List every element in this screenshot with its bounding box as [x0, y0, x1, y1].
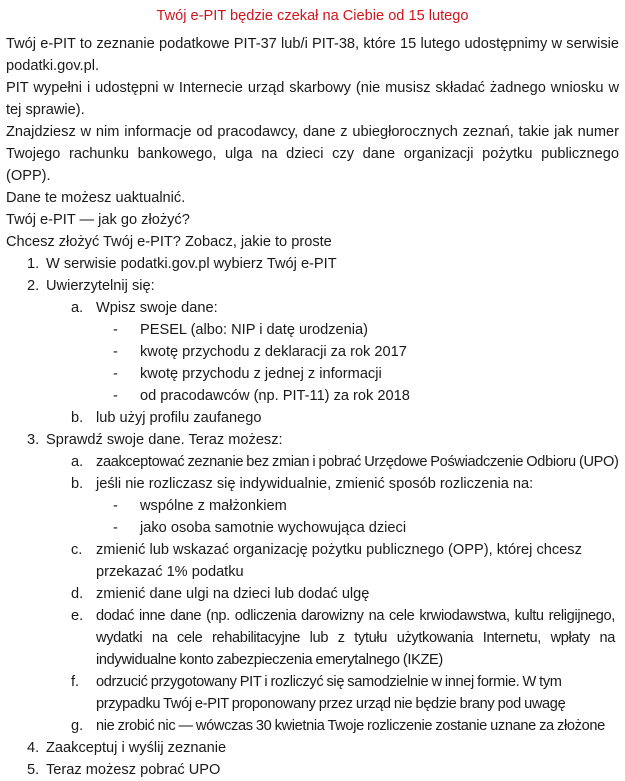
substep-text: zmienić lub wskazać organizację pożytku publicznego (OPP), której chcesz przekazać 1% podatku — [96, 542, 582, 580]
substep-letter: a. — [71, 454, 84, 470]
substep-text: jeśli nie rozliczasz się indywidualnie, zmienić sposób rozliczenia na: — [96, 476, 534, 492]
substep-item — [68, 473, 619, 539]
substep-letter: f. — [71, 674, 80, 690]
substeps-list — [46, 451, 619, 737]
bullet-item — [110, 517, 619, 539]
substep-item — [68, 297, 619, 407]
substep-item — [68, 715, 619, 737]
substep-item — [68, 583, 619, 605]
step-item — [6, 737, 619, 759]
bullet-item — [110, 363, 619, 385]
step-text: Zaakceptuj i wyślij zeznanie — [46, 740, 227, 756]
substep-letter: a. — [71, 300, 84, 316]
substep-letter: c. — [71, 542, 83, 558]
substep-text: Wpisz swoje dane: — [96, 300, 218, 316]
substeps-list — [46, 297, 619, 429]
step-number: 4. — [27, 740, 40, 756]
bullet-text: PESEL (albo: NIP i datę urodzenia) — [140, 322, 368, 338]
dash-marker: - — [113, 388, 118, 404]
dash-marker: - — [113, 344, 118, 360]
howto-intro: Chcesz złożyć Twój e-PIT? Zobacz, jakie to proste — [6, 234, 332, 250]
step-number: 1. — [27, 256, 40, 272]
step-text: Sprawdź swoje dane. Teraz możesz: — [46, 432, 283, 448]
bullet-item — [110, 385, 619, 407]
step-text: Uwierzytelnij się: — [46, 278, 155, 294]
step-item — [6, 759, 619, 781]
step-number: 3. — [27, 432, 40, 448]
substep-text: dodać inne dane (np. odliczenia darowizny na cele krwiodawstwa, kultu religijnego, wydatki na cele rehabilitacyjne lub z tytułu użytkowania Internetu, wpłaty na indywidualne konto zabezpieczenia emerytalnego (IKZE) — [96, 608, 615, 668]
substep-item — [68, 605, 619, 671]
bullet-text: wspólne z małżonkiem — [140, 498, 287, 514]
bullet-list — [96, 495, 619, 539]
bullet-item — [110, 341, 619, 363]
substep-text: nie zrobić nic — wówczas 30 kwietnia Twoje rozliczenie zostanie uznane za złożone — [96, 718, 605, 734]
substep-text: zmienić dane ulgi na dzieci lub dodać ulgę — [96, 586, 370, 602]
step-text: W serwisie podatki.gov.pl wybierz Twój e-PIT — [46, 256, 337, 272]
bullet-text: kwotę przychodu z deklaracji za rok 2017 — [140, 344, 407, 360]
bullet-text: kwotę przychodu z jednej z informacji — [140, 366, 382, 382]
step-text: Teraz możesz pobrać UPO — [46, 762, 221, 778]
article-title: Twój e-PIT będzie czekał na Ciebie od 15 lutego — [156, 8, 469, 24]
substep-item — [68, 451, 619, 473]
substep-text: zaakceptować zeznanie bez zmian i pobrać Urzędowe Poświadczenie Odbioru (UPO) — [96, 454, 619, 470]
substep-letter: d. — [71, 586, 84, 602]
step-item — [6, 429, 619, 737]
bullet-list — [96, 319, 619, 407]
dash-marker: - — [113, 366, 118, 382]
steps-list — [6, 253, 619, 781]
bullet-item — [110, 319, 619, 341]
bullet-text: jako osoba samotnie wychowująca dzieci — [140, 520, 407, 536]
substep-letter: g. — [71, 718, 84, 734]
step-item — [6, 253, 619, 275]
substep-item — [68, 407, 619, 429]
step-number: 2. — [27, 278, 40, 294]
substep-letter: b. — [71, 410, 84, 426]
howto-heading: Twój e-PIT — jak go złożyć? — [6, 212, 190, 228]
step-item — [6, 275, 619, 429]
contents-paragraph: Znajdziesz w nim informacje od pracodawcy, dane z ubiegłorocznych zeznań, takie jak numer Twojego rachunku bankowego, ulga na dzieci czy dane organizacji pożytku publicznego (OPP). — [6, 124, 619, 184]
dash-marker: - — [113, 322, 118, 338]
update-paragraph: Dane te możesz uaktualnić. — [6, 190, 186, 206]
intro-paragraph: Twój e-PIT to zeznanie podatkowe PIT-37 lub/i PIT-38, które 15 lutego udostępnimy w serwisie podatki.gov.pl. — [6, 36, 619, 74]
substep-text: odrzucić przygotowany PIT i rozliczyć się samodzielnie w innej formie. W tym przypadku Twój e-PIT proponowany przez urząd nie będzie brany pod uwagę — [96, 674, 566, 712]
dash-marker: - — [113, 498, 118, 514]
bullet-text: od pracodawców (np. PIT-11) za rok 2018 — [140, 388, 410, 404]
substep-letter: e. — [71, 608, 84, 624]
dash-marker: - — [113, 520, 118, 536]
info-paragraph: PIT wypełni i udostępni w Internecie urząd skarbowy (nie musisz składać żadnego wniosku w tej sprawie). — [6, 80, 619, 118]
substep-item — [68, 671, 619, 715]
step-number: 5. — [27, 762, 40, 778]
substep-text: lub użyj profilu zaufanego — [96, 410, 262, 426]
substep-letter: b. — [71, 476, 84, 492]
substep-item — [68, 539, 619, 583]
bullet-item — [110, 495, 619, 517]
